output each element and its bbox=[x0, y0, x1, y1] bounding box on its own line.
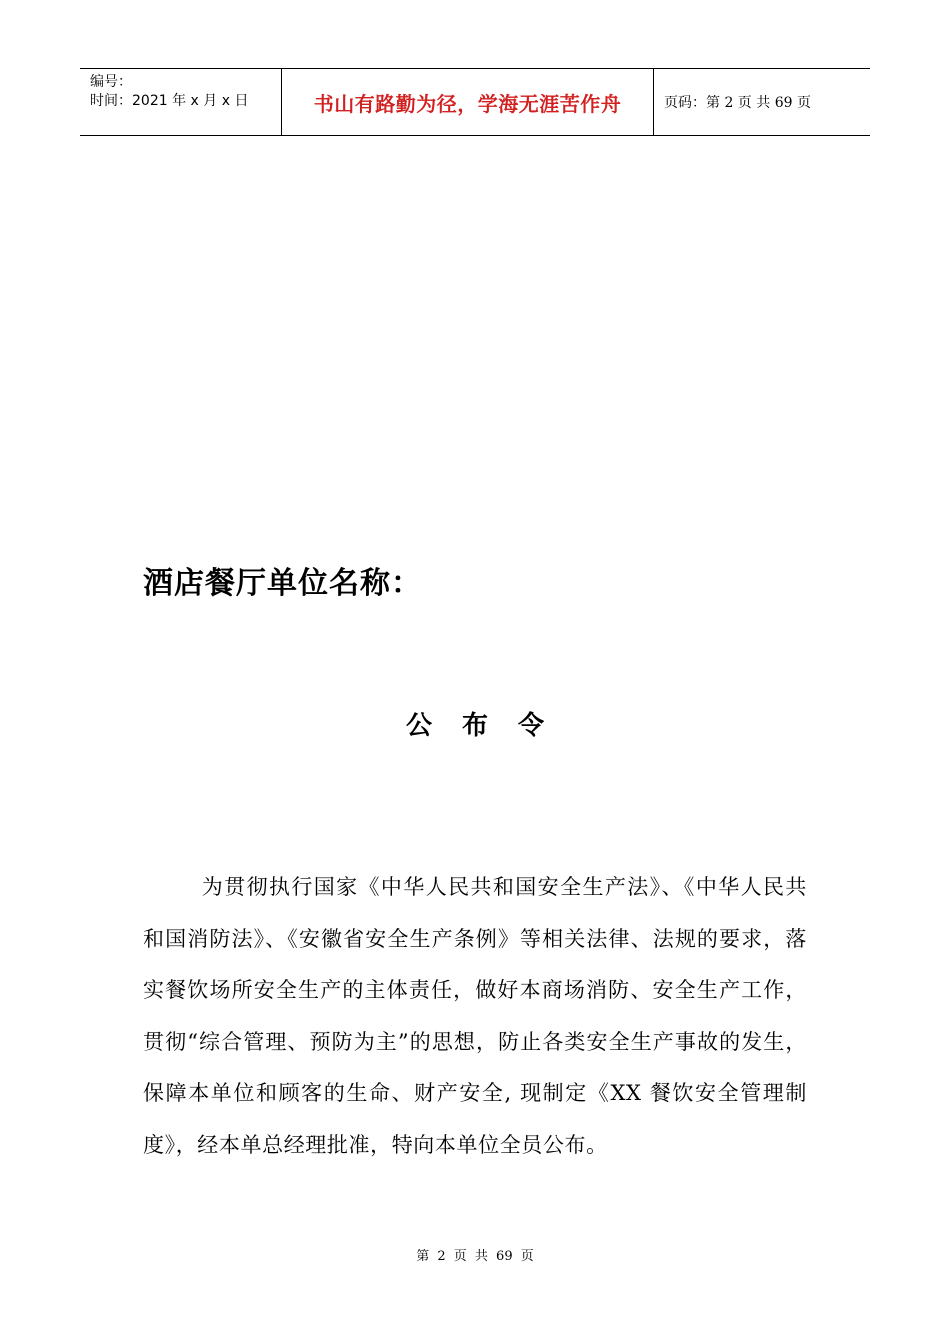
organization-title: 酒店餐厅单位名称： bbox=[143, 566, 422, 601]
page-header bbox=[80, 68, 870, 136]
header-page-info: 页码：第 2 页 共 69 页 bbox=[664, 95, 811, 111]
decree-body-paragraph: 为贯彻执行国家《中华人民共和国安全生产法》、《中华人民共和国消防法》、《安徽省安全生产条例》等相关法律、法规的要求，落实餐饮场所安全生产的主体责任，做好本商场消防、安全生产工作，贯彻“综合管理、预防为主”的思想，防止各类安全生产事故的发生，保障本单位和顾客的生命、财产安全, 现制定《XX 餐饮安全管理制度》，经本单总经理批准，特向本单位全员公布。 bbox=[143, 875, 807, 1157]
document-number-label: 编号： bbox=[90, 74, 132, 90]
decree-title: 公布令 bbox=[405, 711, 574, 741]
header-motto: 书山有路勤为径，学海无涯苦作舟 bbox=[313, 91, 622, 116]
header-meta bbox=[80, 69, 282, 135]
header-motto-cell bbox=[282, 69, 654, 135]
page-footer: 第 2 页 共 69 页 bbox=[416, 1249, 534, 1264]
header-page-cell bbox=[654, 69, 870, 135]
document-date: 时间：2021 年 x 月 x 日 bbox=[90, 93, 249, 109]
